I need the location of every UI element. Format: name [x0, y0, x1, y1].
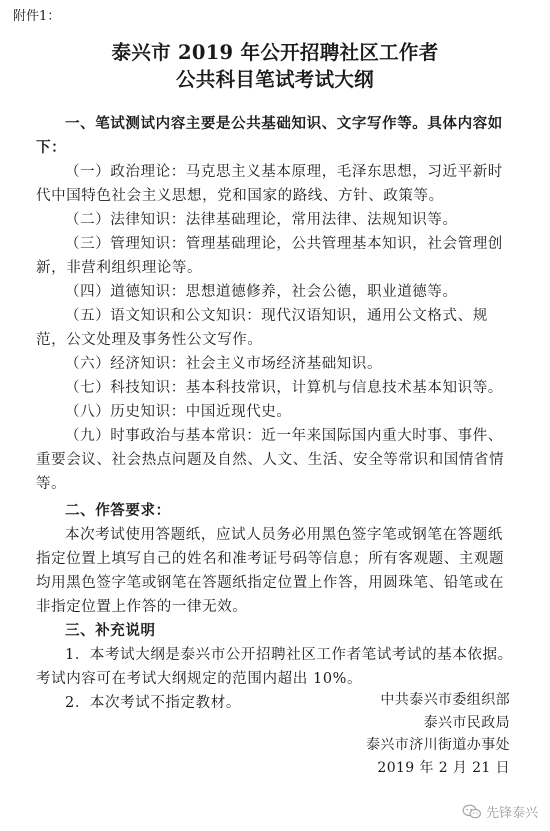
section-3-item-2: 2．本次考试不指定教材。 [65, 695, 241, 711]
wechat-icon [462, 804, 482, 820]
section-1-item-current-affairs: （九）时事政治与基本常识：近一年来国际国内重大时事、事件、重要会议、社会热点问题及自然、人文、生活、安全等常识和国情省情等。 [36, 428, 505, 492]
signature-date: 2019 年 2 月 21 日 [377, 759, 510, 776]
section-1-item-law: （二）法律知识：法律基础理论，常用法律、法规知识等。 [65, 212, 458, 228]
section-1-item-language: （五）语文知识和公文知识：现代汉语知识，通用公文格式、规范，公文处理及事务性公文写作。 [36, 308, 488, 348]
section-1-item-technology: （七）科技知识：基本科技常识，计算机与信息技术基本知识等。 [65, 380, 503, 396]
section-3-item-1: 1．本考试大纲是泰兴市公开招聘社区工作者笔试考试的基本依据。考试内容可在考试大纲规定的范围内超出 10%。 [36, 647, 513, 687]
signature-org-3: 泰兴市济川街道办事处 [366, 737, 510, 753]
section-1-item-economics: （六）经济知识：社会主义市场经济基础知识。 [65, 356, 383, 372]
section-3-heading: 三、补充说明 [65, 623, 156, 639]
section-1-item-ethics: （四）道德知识：思想道德修养，社会公德，职业道德等。 [65, 284, 458, 300]
signature-org-2: 泰兴市民政局 [423, 714, 510, 731]
signature-org-1: 中共泰兴市委组织部 [380, 692, 510, 708]
section-2-heading: 二、作答要求： [65, 503, 171, 519]
watermark [462, 802, 538, 821]
section-1-heading: 一、笔试测试内容主要是公共基础知识、文字写作等。具体内容如下： [36, 116, 503, 156]
document-subtitle: 公共科目笔试考试大纲 [175, 68, 374, 91]
section-1-item-management: （三）管理知识：管理基础理论，公共管理基本知识，社会管理创新，非营利组织理论等。 [36, 236, 503, 276]
attachment-label: 附件1： [13, 9, 61, 24]
document-title: 泰兴市 2019 年公开招聘社区工作者 [111, 41, 439, 64]
section-2-text: 本次考试使用答题纸，应试人员务必用黑色签字笔或钢笔在答题纸指定位置上填写自己的姓名和准考证号码等信息；所有客观题、主观题均用黑色签字笔或钢笔在答题纸指定位置上作答，用圆珠笔、铅笔或在非指定位置上作答的一律无效。 [36, 527, 505, 615]
section-1-item-politics: （一）政治理论：马克思主义基本原理，毛泽东思想，习近平新时代中国特色社会主义思想，党和国家的路线、方针、政策等。 [36, 164, 503, 204]
document-body [36, 112, 514, 715]
section-1-item-history: （八）历史知识：中国近现代史。 [65, 404, 292, 420]
watermark-text: 先锋泰兴 [485, 806, 538, 821]
signature-block [366, 689, 510, 779]
